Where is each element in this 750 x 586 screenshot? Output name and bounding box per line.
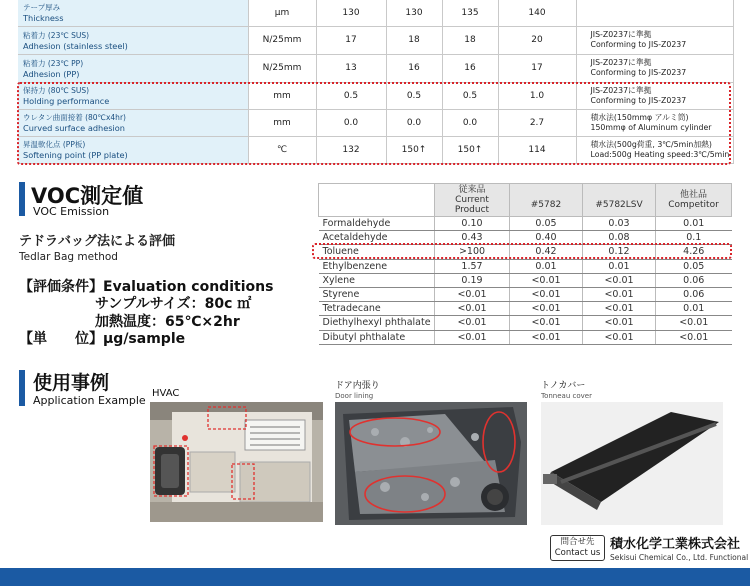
highlight-box-properties bbox=[17, 82, 731, 165]
voc-value: 0.01 bbox=[510, 259, 583, 273]
property-note-jp: JIS-Z0237に準拠 bbox=[590, 58, 652, 67]
property-row bbox=[18, 54, 733, 82]
property-unit: N/25mm bbox=[248, 26, 316, 54]
property-unit: ℃ bbox=[248, 136, 316, 163]
voc-value: 0.10 bbox=[435, 217, 510, 231]
contact-en: Contact us bbox=[554, 548, 601, 558]
voc-header-line: #5782LSV bbox=[595, 200, 643, 210]
voc-value: <0.01 bbox=[656, 316, 732, 330]
property-label-en: Adhesion (PP) bbox=[23, 68, 80, 79]
property-note-jp: 積水法(500g荷重, 3℃/5min加熱) bbox=[590, 139, 712, 149]
property-label-jp: テープ厚み bbox=[23, 3, 61, 13]
voc-header-line: 他社品 bbox=[679, 190, 707, 200]
voc-header-cell bbox=[319, 184, 435, 217]
voc-substance: Acetaldehyde bbox=[319, 231, 435, 245]
voc-value: 0.19 bbox=[435, 273, 510, 287]
voc-value: 0.01 bbox=[583, 259, 656, 273]
property-label-en: Softening point (PP plate) bbox=[23, 150, 128, 160]
voc-value: 0.12 bbox=[583, 245, 656, 259]
voc-header-line: Product bbox=[454, 205, 490, 215]
property-value: 0.0 bbox=[316, 109, 386, 136]
voc-substance: Styrene bbox=[319, 287, 435, 301]
voc-header-cell bbox=[510, 184, 583, 217]
property-value: 130 bbox=[316, 0, 386, 26]
voc-row bbox=[319, 273, 732, 287]
property-value: 130 bbox=[386, 0, 442, 26]
property-value: 0.0 bbox=[386, 109, 442, 136]
condition-line-1: 【評価条件】Evaluation conditions bbox=[19, 279, 274, 295]
voc-value: <0.01 bbox=[510, 330, 583, 344]
property-value: 0.5 bbox=[386, 82, 442, 109]
voc-header-cell bbox=[656, 184, 732, 217]
property-note-en: Conforming to JIS-Z0237 bbox=[590, 40, 687, 49]
property-note-en: 150mmφ of Aluminum cylinder bbox=[590, 122, 712, 132]
voc-value: <0.01 bbox=[435, 287, 510, 301]
voc-value: <0.01 bbox=[435, 316, 510, 330]
door-caption-jp: ドア内張り bbox=[335, 381, 380, 391]
voc-value: <0.01 bbox=[510, 273, 583, 287]
property-label-en: Adhesion (stainless steel) bbox=[23, 40, 128, 51]
company-name-en: Sekisui Chemical Co., Ltd. Functional bbox=[610, 553, 749, 562]
contact-box[interactable] bbox=[550, 535, 605, 561]
property-value: 2.7 bbox=[498, 109, 576, 136]
voc-value: <0.01 bbox=[435, 330, 510, 344]
voc-substance: Dibutyl phthalate bbox=[319, 330, 435, 344]
property-value: 13 bbox=[316, 54, 386, 82]
property-note-en: Conforming to JIS-Z0237 bbox=[590, 68, 687, 77]
property-unit: μm bbox=[248, 0, 316, 26]
voc-row bbox=[319, 330, 732, 344]
property-note-en: Conforming to JIS-Z0237 bbox=[590, 95, 687, 105]
app-heading-sub: Application Example bbox=[33, 394, 146, 407]
property-value: 150↑ bbox=[442, 136, 498, 163]
property-value: 17 bbox=[316, 26, 386, 54]
property-value: 1.0 bbox=[498, 82, 576, 109]
voc-value: 0.06 bbox=[656, 287, 732, 301]
property-value: 0.0 bbox=[442, 109, 498, 136]
property-label-jp: 粘着力 (23℃ SUS) bbox=[23, 30, 90, 40]
property-label-jp: 昇温軟化点 (PP板) bbox=[23, 140, 86, 149]
tedlar-method bbox=[19, 230, 175, 263]
voc-row bbox=[319, 287, 732, 301]
voc-heading-sub: VOC Emission bbox=[33, 205, 110, 218]
voc-row bbox=[319, 217, 732, 231]
property-note-jp: 積水法(150mmφ アルミ筒) bbox=[590, 112, 689, 122]
voc-value: <0.01 bbox=[583, 302, 656, 316]
voc-value: 0.05 bbox=[656, 259, 732, 273]
property-label-en: Thickness bbox=[23, 13, 64, 24]
voc-substance: Toluene bbox=[319, 245, 435, 259]
voc-heading-title: VOC測定値 bbox=[31, 184, 144, 208]
voc-value: 1.57 bbox=[435, 259, 510, 273]
property-label-jp: ウレタン曲面接着 (80℃x4hr) bbox=[23, 113, 126, 122]
voc-value: 0.1 bbox=[656, 231, 732, 245]
voc-value: 0.40 bbox=[510, 231, 583, 245]
property-unit: mm bbox=[248, 82, 316, 109]
voc-substance: Formaldehyde bbox=[319, 217, 435, 231]
voc-heading-bar bbox=[19, 182, 25, 216]
voc-value: <0.01 bbox=[583, 273, 656, 287]
voc-header-line: #5782 bbox=[530, 200, 562, 210]
voc-value: 0.08 bbox=[583, 231, 656, 245]
hvac-caption: HVAC bbox=[152, 388, 180, 399]
tedlar-sub: Tedlar Bag method bbox=[19, 251, 118, 263]
property-note-jp: JIS-Z0237に準拠 bbox=[590, 85, 652, 95]
voc-value: <0.01 bbox=[510, 287, 583, 301]
property-label-en: Curved surface adhesion bbox=[23, 123, 125, 133]
property-note bbox=[576, 0, 733, 26]
property-value: 18 bbox=[442, 26, 498, 54]
tonneau-caption bbox=[541, 378, 592, 400]
property-value: 16 bbox=[442, 54, 498, 82]
property-label-jp: 保持力 (80℃ SUS) bbox=[23, 86, 90, 95]
property-note-jp: JIS-Z0237に準拠 bbox=[590, 30, 652, 39]
voc-row bbox=[319, 259, 732, 273]
property-label bbox=[18, 26, 248, 54]
voc-row bbox=[319, 302, 732, 316]
voc-substance: Tetradecane bbox=[319, 302, 435, 316]
highlight-box-toluene bbox=[312, 243, 732, 259]
voc-substance: Xylene bbox=[319, 273, 435, 287]
voc-value: 0.42 bbox=[510, 245, 583, 259]
property-note-en: Load:500g Heating speed:3℃/5min bbox=[590, 149, 730, 159]
footer-bar bbox=[0, 568, 750, 586]
voc-row bbox=[319, 316, 732, 330]
tonneau-caption-jp: トノカバー bbox=[541, 381, 586, 391]
voc-header-cell bbox=[435, 184, 510, 217]
property-value: 114 bbox=[498, 136, 576, 163]
voc-value: <0.01 bbox=[510, 316, 583, 330]
door-photo bbox=[335, 402, 527, 525]
voc-value: 0.03 bbox=[583, 217, 656, 231]
property-note bbox=[576, 26, 733, 54]
property-label bbox=[18, 0, 248, 26]
door-caption bbox=[335, 378, 380, 400]
voc-substance: Diethylhexyl phthalate bbox=[319, 316, 435, 330]
voc-header-cell bbox=[583, 184, 656, 217]
voc-value: <0.01 bbox=[583, 316, 656, 330]
property-unit: N/25mm bbox=[248, 54, 316, 82]
voc-header-line: Current bbox=[455, 195, 489, 205]
condition-line-4: 【単 位】μg/sample bbox=[19, 331, 186, 347]
company-block bbox=[610, 533, 748, 562]
voc-value: 0.43 bbox=[435, 231, 510, 245]
property-note bbox=[576, 54, 733, 82]
voc-value: <0.01 bbox=[656, 330, 732, 344]
tonneau-caption-en: Tonneau cover bbox=[541, 392, 592, 400]
voc-value: 4.26 bbox=[656, 245, 732, 259]
condition-line-3: 加熱温度：65℃×2hr bbox=[95, 314, 240, 330]
property-value: 17 bbox=[498, 54, 576, 82]
property-value: 140 bbox=[498, 0, 576, 26]
voc-value: >100 bbox=[435, 245, 510, 259]
voc-table bbox=[318, 183, 732, 345]
voc-header-line: Competitor bbox=[668, 200, 719, 210]
property-value: 0.5 bbox=[316, 82, 386, 109]
property-value: 150↑ bbox=[386, 136, 442, 163]
company-name-jp: 積水化学工業株式会社 bbox=[610, 537, 741, 552]
property-row bbox=[18, 0, 733, 26]
voc-value: <0.01 bbox=[435, 302, 510, 316]
property-value: 135 bbox=[442, 0, 498, 26]
voc-value: <0.01 bbox=[583, 287, 656, 301]
property-label-jp: 粘着力 (23℃ PP) bbox=[23, 58, 84, 68]
condition-line-2: サンプルサイズ：80c ㎡ bbox=[95, 296, 252, 312]
voc-header-line: 従来品 bbox=[458, 185, 486, 195]
app-heading-bar bbox=[19, 370, 25, 406]
voc-value: 0.01 bbox=[656, 217, 732, 231]
voc-value: 0.05 bbox=[510, 217, 583, 231]
property-value: 16 bbox=[386, 54, 442, 82]
contact-jp: 問合せ先 bbox=[560, 537, 595, 547]
property-value: 0.5 bbox=[442, 82, 498, 109]
tedlar-title: テドラバッグ法による評価 bbox=[19, 234, 176, 249]
property-value: 20 bbox=[498, 26, 576, 54]
property-value: 18 bbox=[386, 26, 442, 54]
property-value: 132 bbox=[316, 136, 386, 163]
tonneau-photo bbox=[541, 402, 723, 525]
property-unit: mm bbox=[248, 109, 316, 136]
voc-value: 0.01 bbox=[656, 302, 732, 316]
voc-value: 0.06 bbox=[656, 273, 732, 287]
property-label-en: Holding performance bbox=[23, 96, 110, 106]
property-row bbox=[18, 26, 733, 54]
voc-value: <0.01 bbox=[583, 330, 656, 344]
door-caption-en: Door lining bbox=[335, 392, 374, 400]
voc-substance: Ethylbenzene bbox=[319, 259, 435, 273]
hvac-photo bbox=[150, 402, 323, 522]
property-label bbox=[18, 54, 248, 82]
app-heading-title: 使用事例 bbox=[33, 372, 110, 394]
voc-value: <0.01 bbox=[510, 302, 583, 316]
